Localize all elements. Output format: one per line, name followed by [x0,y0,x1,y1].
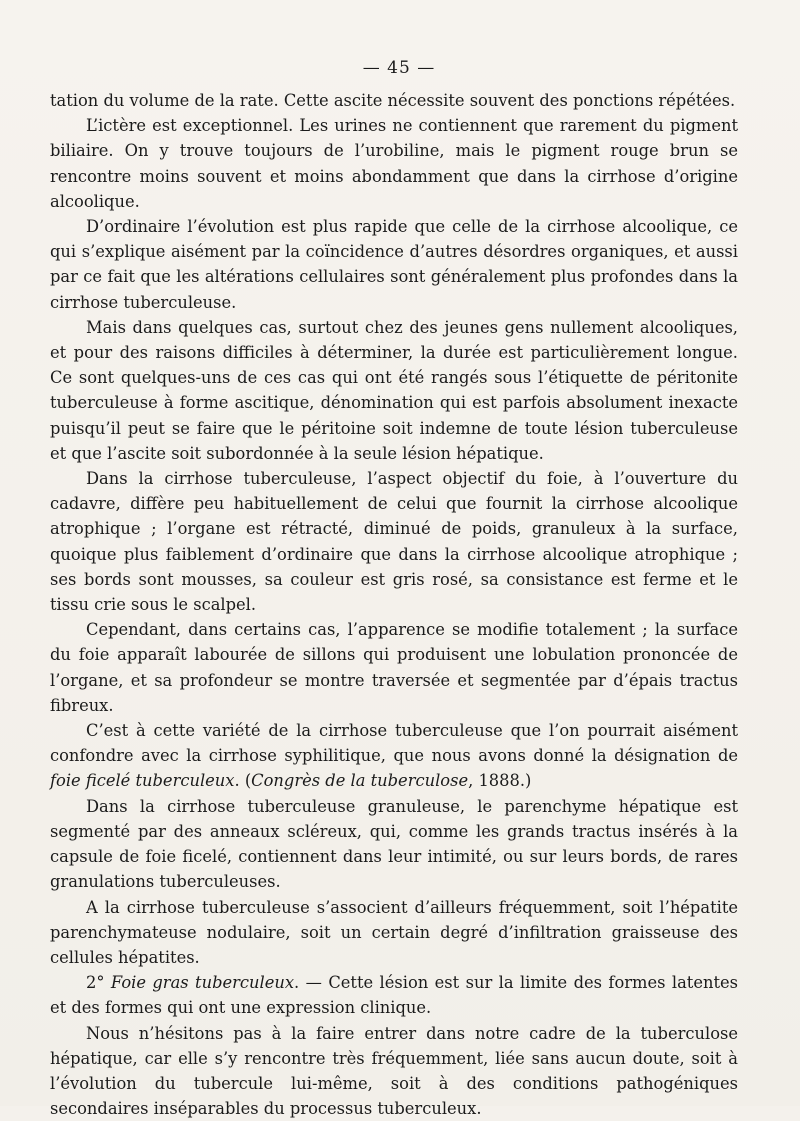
paragraph-6: Cependant, dans certains cas, l’apparence se modifie totalement ; la surface du foie apparaît labourée de sillons qui produisent une lobulation prononcée de l’organe, et sa profondeur se montre traversée et segmentée par d’épais tractus fibreux. [50,620,738,715]
paragraph-4: Mais dans quelques cas, surtout chez des jeunes gens nullement alcooliques, et pour des raisons difficiles à déterminer, la durée est particulièrement longue. Ce sont quelques-uns de ces cas qui ont été rangés sous l’étiquette de péritonite tuberculeuse à forme ascitique, dénomination qui est parfois absolument inexacte puisqu’il peut se faire que le péritoine soit indemne de toute lésion tuberculeuse et que l’ascite soit subordonnée à la seule lésion hépatique. [50,317,738,463]
paragraph-11: Nous n’hésitons pas à la faire entrer dans notre cadre de la tuberculose hépatique, car elle s’y rencontre très fréquemment, liée sans aucun doute, soit à l’évolution du tubercule lui-même, soit à des conditions pathogéniques secondaires inséparables du processus tuberculeux. [50,1023,738,1119]
paragraph-8: Dans la cirrhose tuberculeuse granuleuse, le parenchyme hépatique est segmenté par des anneaux scléreux, qui, comme les grands tractus insérés à la capsule de foie ficelé, contiennent dans leur intimité, ou sur leurs bords, de rares granulations tuberculeuses. [50,796,738,892]
paragraph-7-text-b: . ( [234,771,252,791]
paragraph-7-italic-b: Congrès de la tuberculose [251,771,469,791]
paragraph-9: A la cirrhose tuberculeuse s’associent d’ailleurs fréquemment, soit l’hépatite parenchymateuse nodulaire, soit un certain degré d’infiltration graisseuse des cellules hépatites. [50,897,738,967]
paragraph-7-text-a: C’est à cette variété de la cirrhose tuberculeuse que l’on pourrait aisément confondre avec la cirrhose syphilitique, que nous avons donné la désignation de [50,721,738,766]
paragraph-10 [50,970,738,1020]
body-text [50,88,738,1121]
paragraph-2: L’ictère est exceptionnel. Les urines ne contiennent que rarement du pigment biliaire. On y trouve toujours de l’urobiline, mais le pigment rouge brun se rencontre moins souvent et moins abondamment que dans la cirrhose d’origine alcoolique. [50,116,738,211]
paragraph-1: tation du volume de la rate. Cette ascite nécessite souvent des ponctions répétées. [50,91,736,110]
paragraph-5: Dans la cirrhose tuberculeuse, l’aspect objectif du foie, à l’ouverture du cadavre, diffère peu habituellement de celui que fournit la cirrhose alcoolique atrophique ; l’organe est rétracté, diminué de poids, granuleux à la surface, quoique plus faiblement d’ordinaire que dans la cirrhose alcoolique atrophique ; ses bords sont mousses, sa couleur est gris rosé, sa consistance est ferme et le tissu crie sous le scalpel. [50,469,738,615]
page-number: — 45 — [362,58,436,78]
paragraph-7 [50,718,738,794]
paragraph-7-text-c: , 1888.) [468,771,532,791]
paragraph-10-italic: Foie gras tuberculeux [110,973,295,993]
paragraph-10-text-b: . — Cette lésion est sur la limite des formes latentes et des formes qui ont une expression clinique. [50,973,738,1018]
paragraph-7-italic-a: foie ficelé tuberculeux [50,771,235,791]
paragraph-3: D’ordinaire l’évolution est plus rapide que celle de la cirrhose alcoolique, ce qui s’explique aisément par la coïncidence d’autres désordres organiques, et aussi par ce fait que les altérations cellulaires sont généralement plus profondes dans la cirrhose tuberculeuse. [50,217,738,312]
paragraph-10-text-a: 2° [86,973,111,993]
